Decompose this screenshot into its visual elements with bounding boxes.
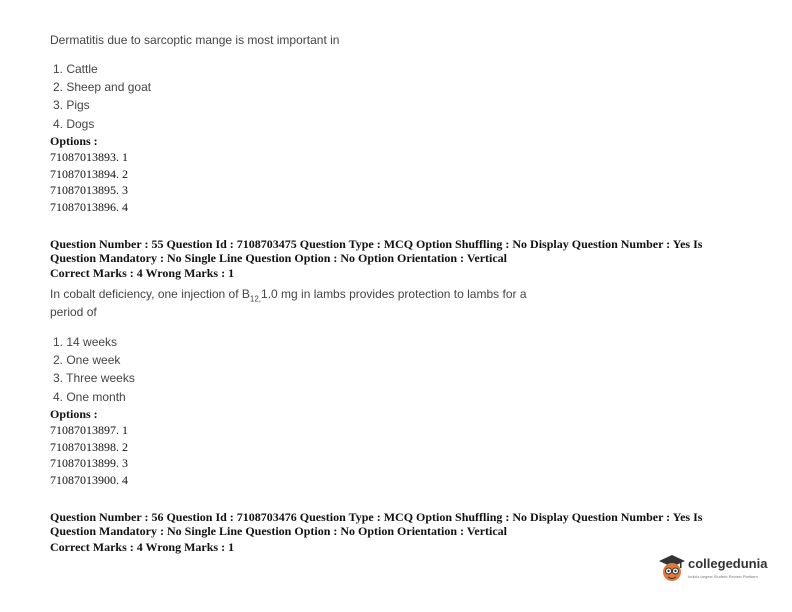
logo-tagline: India's largest Student Review Platform <box>688 574 758 579</box>
q55-text-line-2: period of <box>50 305 97 319</box>
q56-header-line-1: Question Number : 56 Question Id : 7108703476 Question Type : MCQ Option Shuffling : No Display Question Number : Yes Is <box>50 510 703 524</box>
q54-option-id-1: 71087013893. 1 <box>50 150 128 164</box>
q55-option-id-3: 71087013899. 3 <box>50 456 128 470</box>
q54-choice-4: 4. Dogs <box>53 117 95 131</box>
q56-header-line-2: Question Mandatory : No Single Line Question Option : No Option Orientation : Vertical <box>50 524 508 538</box>
collegedunia-logo <box>658 553 768 587</box>
q55-choice-2: 2. One week <box>53 353 121 367</box>
q55-choice-4: 4. One month <box>53 390 126 404</box>
q55-text-sub: 12, <box>249 294 262 304</box>
q54-choice-3: 3. Pigs <box>53 98 90 112</box>
q55-option-id-2: 71087013898. 2 <box>50 440 128 454</box>
q55-header-line-2: Question Mandatory : No Single Line Question Option : No Option Orientation : Vertical <box>50 251 508 265</box>
q55-options-label: Options : <box>50 407 98 421</box>
q55-option-id-4: 71087013900. 4 <box>50 473 128 487</box>
q55-text-post: 1.0 mg in lambs provides protection to lambs for a <box>261 287 527 301</box>
graduate-mascot-icon <box>658 553 686 585</box>
logo-name: collegedunia <box>688 556 768 571</box>
q55-marks: Correct Marks : 4 Wrong Marks : 1 <box>50 266 235 280</box>
q54-choice-2: 2. Sheep and goat <box>53 80 152 94</box>
q55-text-pre: In cobalt deficiency, one injection of B <box>50 287 250 301</box>
question-54-text: Dermatitis due to sarcoptic mange is most important in <box>50 33 340 47</box>
q55-header-line-1: Question Number : 55 Question Id : 7108703475 Question Type : MCQ Option Shuffling : No Display Question Number : Yes Is <box>50 237 703 251</box>
q54-choice-1: 1. Cattle <box>53 62 98 76</box>
q54-options-label: Options : <box>50 134 98 148</box>
q56-marks: Correct Marks : 4 Wrong Marks : 1 <box>50 540 235 554</box>
question-55-text <box>50 287 527 303</box>
q54-option-id-2: 71087013894. 2 <box>50 167 128 181</box>
q55-choice-3: 3. Three weeks <box>53 371 135 385</box>
q55-option-id-1: 71087013897. 1 <box>50 423 128 437</box>
q54-option-id-4: 71087013896. 4 <box>50 200 128 214</box>
q55-choice-1: 1. 14 weeks <box>53 335 118 349</box>
q54-option-id-3: 71087013895. 3 <box>50 183 128 197</box>
